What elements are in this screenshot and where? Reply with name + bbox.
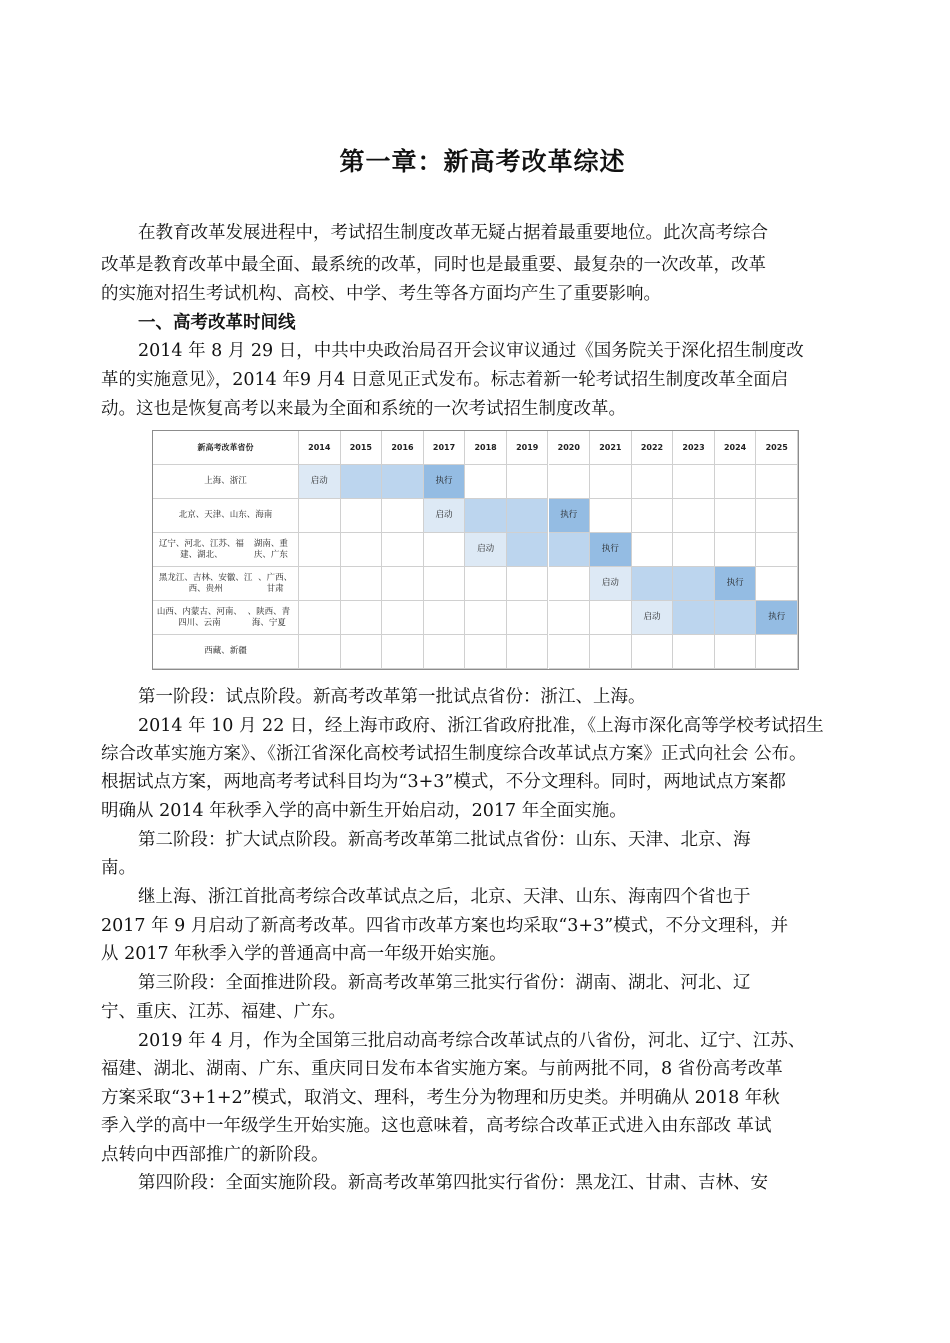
- province-label: 黑龙江、吉林、安徽、江西、贵州: [158, 572, 253, 594]
- body-line: 从 2017 年秋季入学的普通高中高一年级开始实施。: [101, 944, 507, 964]
- timeline-cell: [465, 465, 507, 499]
- transition-cell: [382, 465, 424, 499]
- province-cell: [153, 601, 299, 635]
- year-header: 2025: [756, 431, 798, 465]
- timeline-cell: [507, 465, 549, 499]
- year-header: 2018: [465, 431, 507, 465]
- province-cell: [153, 567, 299, 601]
- body-line: 继上海、浙江首批高考综合改革试点之后，北京、天津、山东、海南四个省也于: [138, 887, 751, 907]
- timeline-cell: [549, 465, 591, 499]
- timeline-cell: [507, 567, 549, 601]
- province-cell: [153, 635, 299, 669]
- timeline-cell: [382, 499, 424, 533]
- start-marker: 启动: [424, 499, 466, 533]
- timeline-cell: [673, 499, 715, 533]
- timeline-cell: [382, 635, 424, 669]
- year-header: 2021: [590, 431, 632, 465]
- timeline-cell: [341, 499, 383, 533]
- timeline-cell: [549, 601, 591, 635]
- province-label: 辽宁、河北、江苏、福建、湖北、: [158, 538, 244, 560]
- timeline-cell: [715, 533, 757, 567]
- body-line: 方案采取“3+1+2”模式，取消文、理科，考生分为物理和历史类。并明确从 2018 年秋: [101, 1088, 780, 1108]
- timeline-cell: [507, 601, 549, 635]
- timeline-cell: [341, 601, 383, 635]
- timeline-cell: [756, 499, 798, 533]
- timeline-cell: [715, 465, 757, 499]
- timeline-cell: [465, 601, 507, 635]
- timeline-cell: [382, 533, 424, 567]
- section-heading: 一、高考改革时间线: [138, 313, 296, 333]
- timeline-cell: [424, 601, 466, 635]
- timeline-cell: [299, 567, 341, 601]
- year-header: 2014: [299, 431, 341, 465]
- exec-marker: 执行: [424, 465, 466, 499]
- timeline-cell: [382, 567, 424, 601]
- timeline-cell: [590, 601, 632, 635]
- year-header: 2024: [715, 431, 757, 465]
- start-marker: 启动: [590, 567, 632, 601]
- timeline-cell: [424, 533, 466, 567]
- body-line: 第四阶段：全面实施阶段。新高考改革第四批实行省份：黑龙江、甘肃、吉林、安: [138, 1173, 768, 1193]
- body-line: 第三阶段：全面推进阶段。新高考改革第三批实行省份：湖南、湖北、河北、辽: [138, 973, 751, 993]
- body-line: 根据试点方案，两地高考考试科目均为“3+3”模式，不分文理科。同时，两地试点方案都: [101, 772, 786, 792]
- exec-marker: 执行: [549, 499, 591, 533]
- year-header: 2015: [341, 431, 383, 465]
- exec-marker: 执行: [590, 533, 632, 567]
- timeline-cell: [632, 533, 674, 567]
- timeline-cell: [590, 499, 632, 533]
- intro-line: 改革是教育改革中最全面、最系统的改革，同时也是最重要、最复杂的一次改革，改革: [101, 255, 766, 275]
- timeline-cell: [590, 635, 632, 669]
- timeline-cell: [549, 635, 591, 669]
- start-marker: 启动: [632, 601, 674, 635]
- timeline-cell: [549, 567, 591, 601]
- timeline-cell: [673, 635, 715, 669]
- year-header: 2019: [507, 431, 549, 465]
- page-title: 第一章：新高考改革综述: [339, 147, 626, 176]
- body-line: 点转向中西部推广的新阶段。: [101, 1145, 329, 1165]
- timeline-cell: [341, 533, 383, 567]
- body-line: 明确从 2014 年秋季入学的高中新生开始启动，2017 年全面实施。: [101, 801, 627, 821]
- timeline-cell: [715, 499, 757, 533]
- timeline-cell: [465, 567, 507, 601]
- body-line: 季入学的高中一年级学生开始实施。这也意味着，高考综合改革正式进入由东部改 革试: [101, 1116, 772, 1136]
- start-marker: 启动: [465, 533, 507, 567]
- province-cell: [153, 499, 299, 533]
- year-header: 2022: [632, 431, 674, 465]
- timeline-cell: [673, 465, 715, 499]
- body-line: 南。: [101, 858, 136, 878]
- timeline-cell: [465, 635, 507, 669]
- year-header: 2023: [673, 431, 715, 465]
- transition-cell: [341, 465, 383, 499]
- province-label: 北京、天津、山东、海南: [178, 510, 273, 520]
- body-line: 第一阶段：试点阶段。新高考改革第一批试点省份：浙江、上海。: [138, 687, 646, 707]
- transition-cell: [673, 567, 715, 601]
- year-header: 2017: [424, 431, 466, 465]
- transition-cell: [465, 499, 507, 533]
- body-line: 2019 年 4 月，作为全国第三批启动高考综合改革试点的八省份，河北、辽宁、江苏、: [138, 1031, 806, 1051]
- intro-line: 的实施对招生考试机构、高校、中学、考生等各方面均产生了重要影响。: [101, 284, 661, 304]
- transition-cell: [673, 601, 715, 635]
- timeline-cell: [756, 567, 798, 601]
- timeline-cell: [507, 635, 549, 669]
- transition-cell: [715, 601, 757, 635]
- body-line: 第二阶段：扩大试点阶段。新高考改革第二批试点省份：山东、天津、北京、海: [138, 830, 751, 850]
- body-line: 综合改革实施方案》、《浙江省深化高校考试招生制度综合改革试点方案》正式向社会 公布。: [101, 744, 807, 764]
- body-line: 2014 年 10 月 22 日，经上海市政府、浙江省政府批准，《上海市深化高等学校考试招生: [138, 716, 824, 736]
- reform-timeline-table: [152, 430, 799, 670]
- body-line: 2017 年 9 月启动了新高考改革。四省市改革方案也均采取“3+3”模式，不分文理科，并: [101, 916, 789, 936]
- timeline-cell: [299, 499, 341, 533]
- timeline-cell: [756, 465, 798, 499]
- province-label: 上海、浙江: [204, 476, 247, 486]
- table-header-label: 新高考改革省份: [153, 431, 299, 465]
- timeline-cell: [756, 635, 798, 669]
- year-header: 2016: [382, 431, 424, 465]
- transition-cell: [507, 499, 549, 533]
- transition-cell: [632, 567, 674, 601]
- transition-cell: [507, 533, 549, 567]
- start-marker: 启动: [299, 465, 341, 499]
- timeline-cell: [341, 567, 383, 601]
- province-label: 湖南、重庆、广东: [253, 538, 288, 560]
- timeline-cell: [632, 635, 674, 669]
- province-label: 、广西、甘肃: [258, 572, 293, 594]
- timeline-cell: [715, 635, 757, 669]
- timeline-cell: [632, 499, 674, 533]
- year-header: 2020: [549, 431, 591, 465]
- timeline-cell: [299, 601, 341, 635]
- timeline-line: 革的实施意见》，2014 年9 月4 日意见正式发布。标志着新一轮考试招生制度改革全面启: [101, 370, 789, 390]
- province-cell: [153, 533, 299, 567]
- province-cell: [153, 465, 299, 499]
- timeline-cell: [756, 533, 798, 567]
- province-label: 、陕西、青海、宁夏: [247, 606, 291, 628]
- timeline-line: 动。这也是恢复高考以来最为全面和系统的一次考试招生制度改革。: [101, 399, 626, 419]
- body-line: 福建、湖北、湖南、广东、重庆同日发布本省实施方案。与前两批不同，8 省份高考改革: [101, 1059, 783, 1079]
- timeline-line: 2014 年 8 月 29 日，中共中央政治局召开会议审议通过《国务院关于深化招生制度改: [138, 341, 804, 361]
- timeline-cell: [341, 635, 383, 669]
- timeline-cell: [299, 533, 341, 567]
- timeline-cell: [382, 601, 424, 635]
- intro-line: 在教育改革发展进程中，考试招生制度改革无疑占据着最重要地位。此次高考综合: [138, 223, 768, 243]
- body-line: 宁、重庆、江苏、福建、广东。: [101, 1002, 346, 1022]
- exec-marker: 执行: [715, 567, 757, 601]
- province-label: 西藏、新疆: [204, 646, 247, 656]
- timeline-cell: [632, 465, 674, 499]
- province-label: 山西、内蒙古、河南、四川、云南: [156, 606, 242, 628]
- exec-marker: 执行: [756, 601, 798, 635]
- transition-cell: [549, 533, 591, 567]
- timeline-cell: [424, 567, 466, 601]
- timeline-cell: [590, 465, 632, 499]
- timeline-cell: [424, 635, 466, 669]
- timeline-cell: [673, 533, 715, 567]
- timeline-cell: [299, 635, 341, 669]
